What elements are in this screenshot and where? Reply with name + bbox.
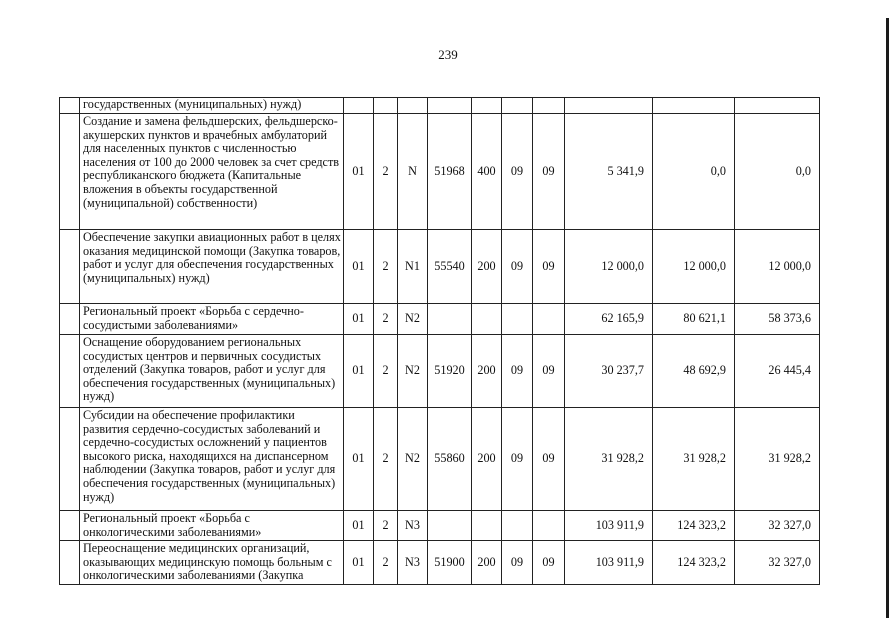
code-cell [374,98,398,114]
code-cell: 09 [533,335,565,408]
amount-cell: 58 373,6 [735,304,820,335]
code-cell: 2 [374,114,398,230]
row-name: государственных (муниципальных) нужд) [80,98,344,114]
code-cell [428,304,472,335]
code-cell [472,304,502,335]
amount-cell [565,98,653,114]
row-name: Обеспечение закупки авиационных работ в целях оказания медицинской помощи (Закупка товаров, работ и услуг для обеспечения государственных (муниципальных) нужд) [80,230,344,304]
code-cell [533,511,565,541]
margin-cell [60,511,80,541]
margin-cell [60,230,80,304]
table-row [60,304,820,335]
amount-cell: 12 000,0 [653,230,735,304]
code-cell [502,511,533,541]
amount-cell: 31 928,2 [565,408,653,511]
code-cell [502,304,533,335]
amount-cell: 32 327,0 [735,511,820,541]
code-cell [472,98,502,114]
code-cell: 2 [374,511,398,541]
code-cell [533,98,565,114]
code-cell: 2 [374,230,398,304]
code-cell [472,511,502,541]
code-cell: 2 [374,541,398,585]
code-cell: 09 [502,541,533,585]
margin-cell [60,408,80,511]
amount-cell: 103 911,9 [565,541,653,585]
amount-cell: 26 445,4 [735,335,820,408]
amount-cell: 124 323,2 [653,541,735,585]
code-cell: N3 [398,511,428,541]
table-row [60,408,820,511]
code-cell [344,98,374,114]
code-cell [533,304,565,335]
table-row [60,114,820,230]
table-row [60,230,820,304]
code-cell: 200 [472,335,502,408]
code-cell: 01 [344,230,374,304]
code-cell: 01 [344,114,374,230]
amount-cell: 32 327,0 [735,541,820,585]
amount-cell: 0,0 [735,114,820,230]
code-cell: 51968 [428,114,472,230]
margin-cell [60,304,80,335]
code-cell: 01 [344,511,374,541]
code-cell [428,511,472,541]
code-cell [502,98,533,114]
code-cell [428,98,472,114]
amount-cell: 80 621,1 [653,304,735,335]
code-cell: 09 [502,114,533,230]
code-cell: 09 [502,408,533,511]
code-cell: 09 [533,541,565,585]
row-name: Региональный проект «Борьба с онкологическими заболеваниями» [80,511,344,541]
code-cell: 09 [533,114,565,230]
row-name: Региональный проект «Борьба с сердечно-сосудистыми заболеваниями» [80,304,344,335]
amount-cell: 103 911,9 [565,511,653,541]
code-cell: 01 [344,541,374,585]
code-cell: 01 [344,408,374,511]
code-cell: N3 [398,541,428,585]
margin-cell [60,114,80,230]
amount-cell: 12 000,0 [735,230,820,304]
amount-cell: 31 928,2 [735,408,820,511]
amount-cell: 30 237,7 [565,335,653,408]
code-cell: N1 [398,230,428,304]
row-name: Переоснащение медицинских организаций, оказывающих медицинскую помощь больным с онкологическими заболеваниями (Закупка [80,541,344,585]
code-cell: 400 [472,114,502,230]
table-row [60,335,820,408]
code-cell: 2 [374,335,398,408]
page-number: 239 [438,47,458,62]
margin-cell [60,98,80,114]
code-cell: 01 [344,304,374,335]
margin-cell [60,335,80,408]
row-name: Оснащение оборудованием региональных сосудистых центров и первичных сосудистых отделений (Закупка товаров, работ и услуг для обеспечения государственных (муниципальных) нужд) [80,335,344,408]
code-cell: N2 [398,408,428,511]
code-cell: 55860 [428,408,472,511]
code-cell: 51900 [428,541,472,585]
amount-cell [653,98,735,114]
code-cell: 55540 [428,230,472,304]
amount-cell: 12 000,0 [565,230,653,304]
table-row [60,511,820,541]
code-cell: N [398,114,428,230]
code-cell: 2 [374,304,398,335]
amount-cell: 5 341,9 [565,114,653,230]
table-row [60,98,820,114]
code-cell: 01 [344,335,374,408]
scan-edge-line [886,18,889,618]
row-name: Создание и замена фельдшерских, фельдшерско-акушерских пунктов и врачебных амбулаторий для населенных пунктов с численностью населения от 100 до 2000 человек за счет средств республиканского бюджета (Капитальные вложения в объекты государственной (муниципальной) собственности) [80,114,344,230]
amount-cell: 62 165,9 [565,304,653,335]
code-cell: 200 [472,408,502,511]
margin-cell [60,541,80,585]
amount-cell [735,98,820,114]
code-cell: 200 [472,541,502,585]
code-cell: 09 [533,408,565,511]
budget-table [59,97,820,585]
code-cell: 200 [472,230,502,304]
code-cell: 51920 [428,335,472,408]
code-cell: N2 [398,335,428,408]
code-cell [398,98,428,114]
amount-cell: 0,0 [653,114,735,230]
code-cell: 09 [502,230,533,304]
amount-cell: 31 928,2 [653,408,735,511]
code-cell: 09 [502,335,533,408]
table-row [60,541,820,585]
code-cell: N2 [398,304,428,335]
row-name: Субсидии на обеспечение профилактики развития сердечно-сосудистых заболеваний и сердечно-сосудистых осложнений у пациентов высокого риска, находящихся на диспансерном наблюдении (Закупка товаров, работ и услуг для обеспечения государственных (муниципальных) нужд) [80,408,344,511]
amount-cell: 124 323,2 [653,511,735,541]
amount-cell: 48 692,9 [653,335,735,408]
code-cell: 2 [374,408,398,511]
code-cell: 09 [533,230,565,304]
